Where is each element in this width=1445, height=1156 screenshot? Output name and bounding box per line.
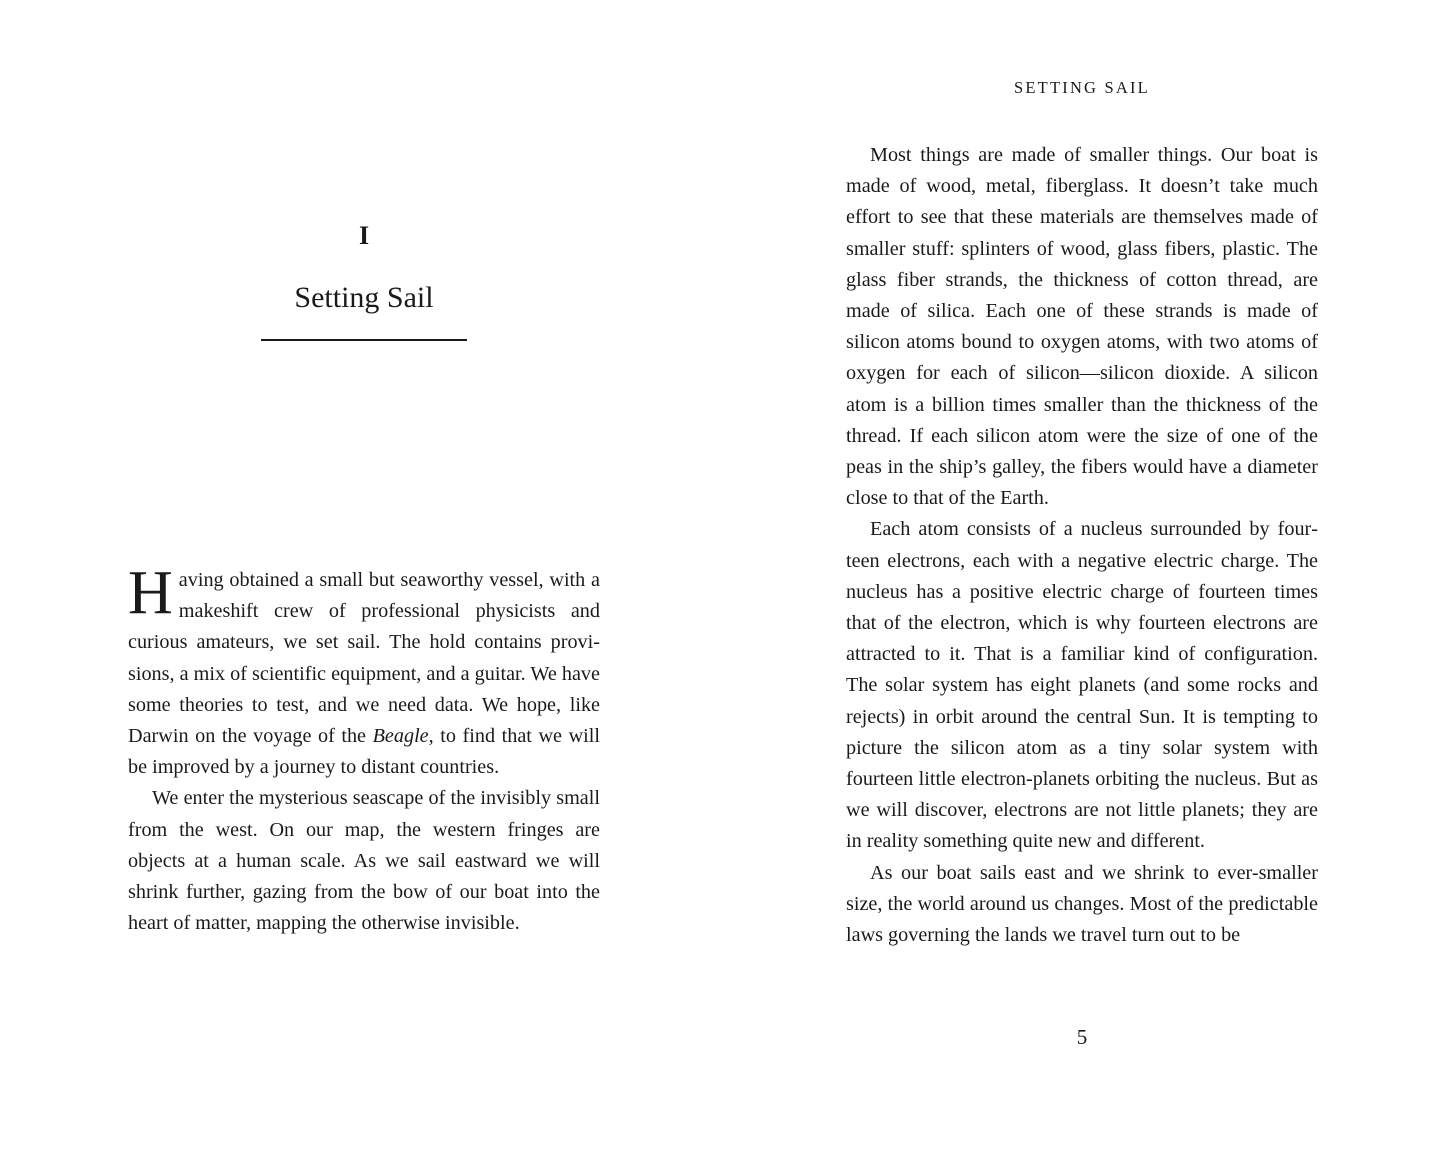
chapter-number: I <box>358 221 370 250</box>
left-page <box>0 0 722 1156</box>
page-number: 5 <box>1076 1025 1088 1049</box>
chapter-title: Setting Sail <box>294 281 434 314</box>
paragraph: Most things are made of smaller things. Our boat is made of wood, metal, fiberglass. It doesn’t take much effort to see that these materials are themselves made of smaller stuff: splinters of wood, glass fibers, plastic. The glass fiber strands, the thickness of cotton thread, are made of silica. Each one of these strands is made of silicon atoms bound to oxygen atoms, with two atoms of oxygen for each of silicon—silicon dioxide. A silicon atom is a billion times smaller than the thickness of the thread. If each silicon atom were the size of one of the peas in the ship’s galley, the fibers would have a diameter close to that of the Earth. <box>846 144 1318 510</box>
opening-text-part-2: , to find that we will be improved by a journey to distant countries. <box>128 725 600 779</box>
opening-paragraph <box>128 559 600 783</box>
paragraph: Each atom consists of a nucleus surrounded by fourteen electrons, each with a negative electric charge. The nucleus has a positive electric charge of fourteen times that of the electron, which is why fourteen electrons are attracted to it. That is a familiar kind of configuration. The solar system has eight planets (and some rocks and rejects) in orbit around the central Sun. It is tempting to picture the silicon atom as a tiny solar system with fourteen little electron-planets orbiting the nucleus. But as we will discover, electrons are not little planets; they are in reality something quite new and different. <box>846 518 1318 853</box>
paragraph: As our boat sails east and we shrink to ever-smaller size, the world around us changes. Most of the predictable laws governing the lands we travel turn out to be <box>846 861 1318 947</box>
drop-cap: H <box>128 559 173 627</box>
chapter-title-rule <box>261 339 467 341</box>
body-text <box>846 140 1318 951</box>
opening-text-part-1: aving obtained a small but seaworthy vessel, with a makeshift crew of professional physicists and curious amateurs, we set sail. The hold contains provisions, a mix of scientific equipment, and a guitar. We have some theories to test, and we need data. We hope, like Darwin on the voyage of the <box>128 569 600 748</box>
chapter-opening-text <box>128 559 600 939</box>
ship-name-italic: Beagle <box>372 725 429 748</box>
right-page <box>722 0 1445 1156</box>
running-head: SETTING SAIL <box>1014 78 1150 97</box>
second-paragraph: We enter the mysterious seascape of the invisibly small from the west. On our map, the western fringes are objects at a human scale. As we sail eastward we will shrink further, gazing from the bow of our boat into the heart of matter, mapping the otherwise invisible. <box>128 787 600 935</box>
